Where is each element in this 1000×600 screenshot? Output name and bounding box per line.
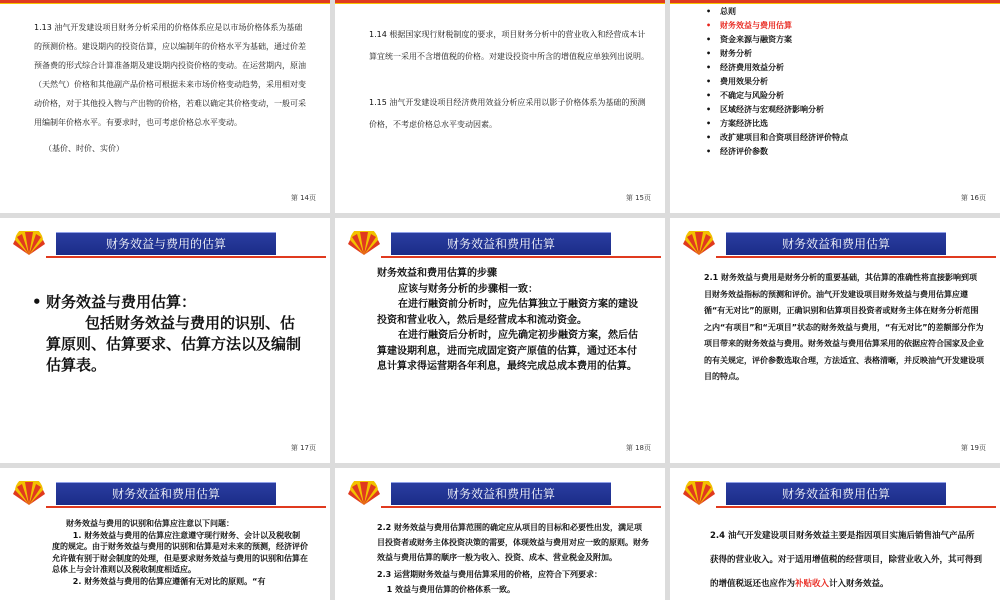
- steps-lead: 应该与财务分析的步骤相一致：: [398, 283, 538, 295]
- header-title: 财务效益和费用估算: [391, 482, 611, 505]
- slide-header: [6, 228, 326, 260]
- text-post: 计入财务效益。: [829, 579, 889, 589]
- slide-14[interactable]: [0, 0, 330, 213]
- company-logo-icon: [12, 231, 46, 257]
- header-title: 财务效益与费用的估算: [56, 232, 276, 255]
- slide-18[interactable]: [335, 218, 665, 463]
- section-2-1-text: 2.1 财务效益与费用是财务分析的重要基础，其估算的准确性将直接影响到项目财务效益指标的预测和评价。油气开发建设项目财务效益与费用估算应遵循“有无对比”的原则，正确识别和估算项目投资者或财务主体在财务分析范围之内“有项目”和“无项目”状态的财务效益与费用，“有无对比”的差额部分作为项目带来的财务效益与费用。财务效益与费用估算采用的依据应符合国家及企业的有关规定，评价参数选取合理，方法适宜、表格清晰，并反映油气开发建设项目的特点。: [704, 273, 984, 381]
- steps-p2: 在进行融资后分析时，应先确定初步融资方案，然后估算建设期利息，进而完成固定资产原值的估算，通过还本付息计算求得运营期各年利息，最终完成总成本费用的估算。: [377, 330, 638, 372]
- page-number: 第 16页: [960, 194, 986, 202]
- scope-p1: 2.2 财务效益与费用估算范围的确定应从项目的目标和必要性出发，满足项目投资者或财务主体投资决策的需要，体现效益与费用对应一致的原则。财务效益与费用估算的顺序一般为收入、投资、成本、营业税金及附加。: [377, 523, 649, 562]
- notes-title: 财务效益与费用的识别和估算应注意以下问题：: [66, 519, 234, 528]
- outline-list: [702, 5, 848, 159]
- slide-text: 1.13 油气开发建设项目财务分析采用的价格体系应是以市场价格体系为基础的预测价格。建设期内的投资估算，应以编制年的价格水平为基础，通过价差预备费的形式综合计算准备期及建设期内投资价格的变动。在运营期内，原油（天然气）价格和其他副产品价格可根据未来市场价格变动趋势，采用相对变动价格，对于其他投入物与产出物的价格，若难以确定其价格变动，一般可采用编制年价格水平。有要求时，也可考虑价格总水平变动。: [34, 23, 306, 127]
- bullet-dot: •: [32, 293, 42, 311]
- header-rule: [381, 506, 661, 508]
- slide-17[interactable]: [0, 218, 330, 463]
- outline-item-active[interactable]: • 财务效益与费用估算: [702, 19, 848, 33]
- outline-item[interactable]: • 不确定与风险分析: [702, 89, 848, 103]
- top-rule-accent: [670, 3, 1000, 4]
- header-rule: [716, 256, 996, 258]
- slide-22[interactable]: [670, 468, 1000, 600]
- company-logo-icon: [682, 231, 716, 257]
- company-logo-icon: [12, 481, 46, 507]
- header-title: 财务效益和费用估算: [391, 232, 611, 255]
- steps-block: [377, 266, 645, 375]
- outline-item[interactable]: • 方案经济比选: [702, 117, 848, 131]
- header-rule: [46, 506, 326, 508]
- header-rule: [716, 506, 996, 508]
- steps-p1: 在进行融资前分析时，应先估算独立于融资方案的建设投资和营业收入，然后是经营成本和流动资金。: [377, 299, 638, 326]
- outline-item[interactable]: • 总则: [702, 5, 848, 19]
- company-logo-icon: [347, 481, 381, 507]
- slide-header: [341, 478, 661, 510]
- page-number: 第 14页: [290, 194, 316, 202]
- outline-item[interactable]: • 资金来源与融资方案: [702, 33, 848, 47]
- text-pre: 2.4 油气开发建设项目财务效益主要是指因项目实施后销售油气产品所获得的营业收入。对于适用增值税的经营项目，除营业收入外，其可得到的增值税返还也应作为: [710, 531, 983, 589]
- header-rule: [381, 256, 661, 258]
- bullet-title: 财务效益与费用估算：: [46, 293, 197, 311]
- slide-header: [341, 228, 661, 260]
- slide-header: [676, 478, 996, 510]
- slide-20[interactable]: [0, 468, 330, 600]
- outline-item[interactable]: • 经济评价参数: [702, 145, 848, 159]
- slide-16[interactable]: [670, 0, 1000, 213]
- company-logo-icon: [682, 481, 716, 507]
- header-rule: [46, 256, 326, 258]
- scope-p3: 1 效益与费用估算的价格体系一致。: [386, 585, 515, 594]
- scope-p2: 2.3 运营期财务效益与费用估算采用的价格，应符合下列要求：: [377, 570, 602, 579]
- outline-item[interactable]: • 财务分析: [702, 47, 848, 61]
- outline-item[interactable]: • 区域经济与宏观经济影响分析: [702, 103, 848, 117]
- slide-19[interactable]: [670, 218, 1000, 463]
- highlight-term: 补贴收入: [795, 579, 830, 589]
- outline-item[interactable]: • 改扩建项目和合资项目经济评价特点: [702, 131, 848, 145]
- page-number: 第 17页: [290, 444, 316, 452]
- slide-header: [6, 478, 326, 510]
- outline-item[interactable]: • 经济费用效益分析: [702, 61, 848, 75]
- slide-note: （基价、时价、实价）: [44, 144, 124, 153]
- page-number: 第 15页: [625, 194, 651, 202]
- page-number: 第 18页: [625, 444, 651, 452]
- paragraph-1-14: 1.14 根据国家现行财税制度的要求，项目财务分析中的营业收入和经营成本计算宜统一采用不含增值税的价格。对建设投资中所含的增值税应单独列出说明。: [369, 30, 649, 61]
- notes-block: [52, 518, 308, 587]
- header-title: 财务效益和费用估算: [726, 232, 946, 255]
- paragraph-1-15: 1.15 油气开发建设项目经济费用效益分析应采用以影子价格体系为基础的预测价格，不考虑价格总水平变动因素。: [369, 98, 646, 129]
- notes-p2: 2. 财务效益与费用的估算应遵循有无对比的原则。“有: [72, 576, 266, 586]
- bullet-block: [32, 292, 304, 376]
- slide-15[interactable]: [335, 0, 665, 213]
- page-number: 第 19页: [960, 444, 986, 452]
- top-rule-accent: [0, 3, 330, 4]
- scope-block: [377, 520, 649, 597]
- header-title: 财务效益和费用估算: [726, 482, 946, 505]
- top-rule-accent: [335, 3, 665, 4]
- slide-header: [676, 228, 996, 260]
- company-logo-icon: [347, 231, 381, 257]
- header-title: 财务效益和费用估算: [56, 482, 276, 505]
- bullet-body: 包括财务效益与费用的识别、估算原则、估算要求、估算方法以及编制估算表。: [46, 314, 302, 374]
- outline-item[interactable]: • 费用效果分析: [702, 75, 848, 89]
- notes-p1: 1. 财务效益与费用的估算应注意遵守现行财务、会计以及税收制度的规定。由于财务效益与费用的识别和估算是对未来的预测，经济评价允许做有别于财会制度的处理，但是要求财务效益与费用的识别和估算在总体上与会计准则以及税收制度相适应。: [52, 530, 308, 574]
- slide-21[interactable]: [335, 468, 665, 600]
- section-2-4-text: [710, 524, 982, 596]
- steps-title: 财务效益和费用估算的步骤: [377, 268, 497, 279]
